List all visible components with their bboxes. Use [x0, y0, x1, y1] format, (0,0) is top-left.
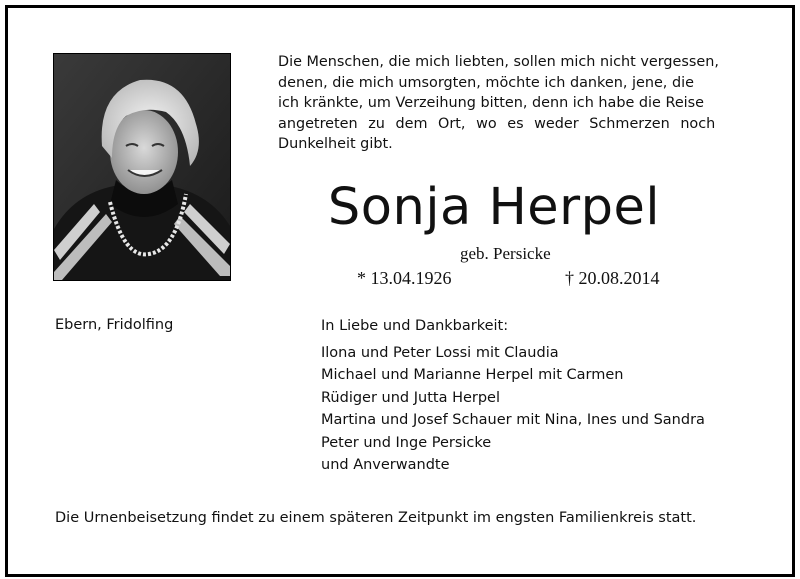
poem-line: ich kränkte, um Verzeihung bitten, denn ich habe die Reise [278, 95, 705, 111]
mourners-intro: In Liebe und Dankbarkeit: [321, 318, 509, 334]
mourners-list [321, 315, 705, 477]
burial-note: Die Urnenbeisetzung findet zu einem späteren Zeitpunkt im engsten Familienkreis statt. [55, 510, 697, 526]
mourner-line: Michael und Marianne Herpel mit Carmen [321, 367, 624, 383]
mourner-line: Ilona und Peter Lossi mit Claudia [321, 344, 559, 361]
mourner-line: und Anverwandte [321, 457, 450, 473]
poem-line: Dunkelheit gibt. [278, 136, 393, 152]
portrait-photo [53, 53, 231, 281]
poem [278, 52, 750, 155]
poem-line: Die Menschen, die mich liebten, sollen mich nicht vergessen, [278, 54, 719, 70]
obituary-notice [5, 5, 795, 577]
birth-name: geb. Persicke [460, 244, 551, 263]
death-date: † 20.08.2014 [565, 268, 660, 288]
poem-line: denen, die mich umsorgten, möchte ich danken, jene, die [278, 74, 694, 91]
poem-line: angetreten zu dem Ort, wo es weder Schmerzen noch [278, 115, 716, 132]
mourner-line: Peter und Inge Persicke [321, 434, 492, 451]
deceased-name: Sonja Herpel [327, 178, 661, 237]
mourner-line: Martina und Josef Schauer mit Nina, Ines und Sandra [321, 412, 705, 428]
mourner-line: Rüdiger und Jutta Herpel [321, 389, 501, 406]
birth-date: * 13.04.1926 [357, 268, 452, 288]
place: Ebern, Fridolfing [55, 317, 174, 333]
